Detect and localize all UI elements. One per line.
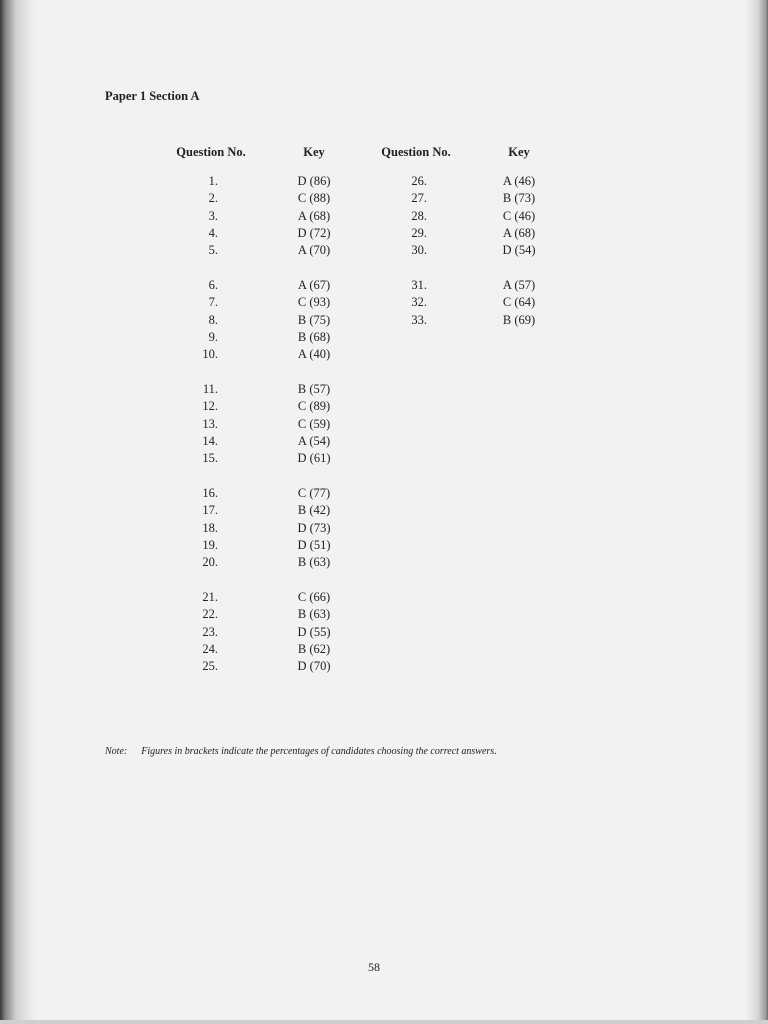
question-number: 11. — [202, 382, 218, 396]
question-number: 22. — [202, 607, 218, 622]
question-number: 5. — [208, 243, 218, 258]
question-number: 28. — [411, 208, 427, 223]
page-left-edge-shadow — [0, 0, 40, 1024]
question-number: 26. — [411, 174, 427, 188]
answer-key: A (70) — [297, 243, 331, 258]
answer-key: D (72) — [297, 225, 331, 240]
question-number: 24. — [202, 641, 218, 656]
question-number: 17. — [202, 503, 218, 518]
answer-key: B (63) — [297, 607, 331, 622]
question-number: 1. — [208, 174, 218, 188]
question-number: 30. — [411, 243, 427, 258]
question-number: 29. — [411, 225, 427, 240]
question-number: 31. — [411, 278, 427, 292]
question-number: 23. — [202, 624, 218, 639]
header-question-no-2: Question No. — [381, 145, 451, 159]
question-number: 18. — [202, 520, 218, 535]
answer-key: C (59) — [297, 416, 331, 431]
header-key-2: Key — [508, 145, 530, 159]
section-title: Paper 1 Section A — [105, 89, 200, 103]
answer-key: B (75) — [297, 312, 331, 327]
header-key-1: Key — [303, 145, 325, 159]
question-number: 10. — [202, 347, 218, 362]
question-number: 15. — [202, 451, 218, 466]
page-right-edge-shadow — [746, 0, 768, 1024]
answer-key: A (67) — [297, 278, 331, 292]
answer-key: B (69) — [502, 312, 536, 327]
answer-key: D (55) — [297, 624, 331, 639]
question-number: 25. — [202, 659, 218, 674]
question-number: 21. — [202, 590, 218, 604]
answer-key: B (62) — [297, 641, 331, 656]
question-number: 27. — [411, 191, 427, 206]
footnote — [105, 746, 511, 757]
answer-key: A (46) — [502, 174, 536, 188]
answer-key: D (61) — [297, 451, 331, 466]
question-number: 9. — [208, 329, 218, 344]
answer-key: B (73) — [502, 191, 536, 206]
answer-key: A (68) — [502, 225, 536, 240]
answer-key: C (66) — [297, 590, 331, 604]
answer-key: A (40) — [297, 347, 331, 362]
note-text: Figures in brackets indicate the percentages of candidates choosing the correct answers. — [141, 746, 497, 757]
question-number: 32. — [411, 295, 427, 310]
answer-key: B (42) — [297, 503, 331, 518]
question-number: 12. — [202, 399, 218, 414]
answer-key: D (70) — [297, 659, 331, 674]
question-number: 3. — [208, 208, 218, 223]
answer-key: B (68) — [297, 329, 331, 344]
question-number: 19. — [202, 537, 218, 552]
question-number: 20. — [202, 555, 218, 570]
header-question-no-1: Question No. — [176, 145, 246, 159]
page-number: 58 — [368, 960, 380, 974]
answer-key: C (88) — [297, 191, 331, 206]
question-number: 16. — [202, 486, 218, 500]
answer-key: C (77) — [297, 486, 331, 500]
answer-key: C (64) — [502, 295, 536, 310]
question-number: 8. — [208, 312, 218, 327]
answer-key: D (73) — [297, 520, 331, 535]
question-number: 4. — [208, 225, 218, 240]
question-number: 7. — [208, 295, 218, 310]
answer-key: B (57) — [297, 382, 331, 396]
answer-key: C (89) — [297, 399, 331, 414]
answer-key: A (68) — [297, 208, 331, 223]
page-bottom-edge — [0, 1020, 768, 1024]
answer-key: A (54) — [297, 433, 331, 448]
answer-key: A (57) — [502, 278, 536, 292]
answer-key: C (93) — [297, 295, 331, 310]
question-number: 6. — [208, 278, 218, 292]
question-number: 13. — [202, 416, 218, 431]
question-number: 2. — [208, 191, 218, 206]
answer-key: C (46) — [502, 208, 536, 223]
answer-key: D (86) — [297, 174, 331, 188]
note-label: Note: — [105, 746, 128, 757]
answer-key: D (54) — [502, 243, 536, 258]
question-number: 14. — [202, 433, 218, 448]
answer-key: D (51) — [297, 537, 331, 552]
question-number: 33. — [411, 312, 427, 327]
answer-key: B (63) — [297, 555, 331, 570]
